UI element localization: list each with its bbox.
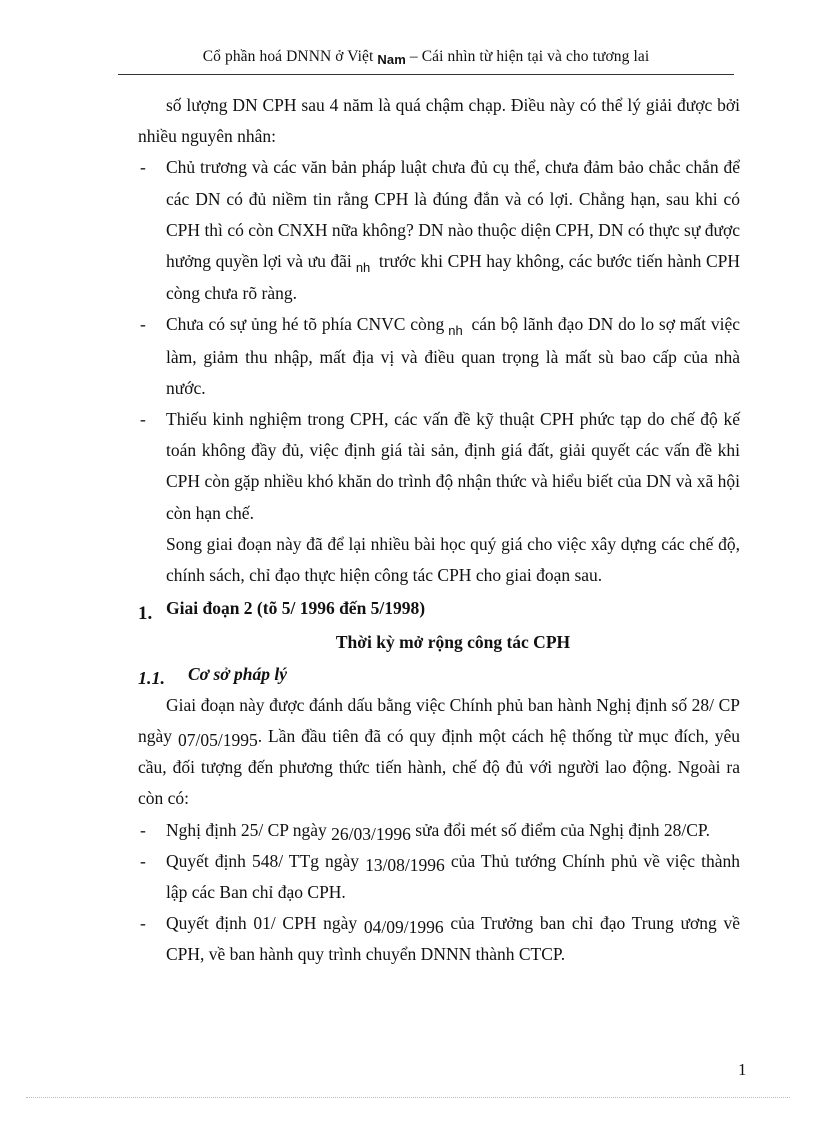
list-item-text: Thiếu kinh nghiệm trong CPH, các vấn đề kỹ thuật CPH phức tạp do chế độ kế toán không đầy đủ, việc định giá tài sản, định giá đất, giải quyết các vấn đề khi CPH còn gặp nhiều khó khăn do trình độ nhận thức và hiểu biết của DN và xã hội còn hạn chế.: [166, 409, 740, 523]
header-text-2: – Cái nhìn từ hiện tại và cho tương lai: [405, 48, 650, 65]
inline-fragment: nh: [355, 260, 371, 276]
paragraph-legal-text: Giai đoạn này được đánh dấu bằng việc Chính phủ ban hành Nghị định số 28/ CP ngày: [138, 694, 740, 747]
list-item: [138, 846, 740, 908]
paragraph-legal-text: . Lần đầu tiên đã có quy định một cách hệ thống từ mục đích, yêu cầu, đối tượng đến phương thức tiến hành, chế độ đủ với người lao động. Ngoài ra còn có:: [138, 726, 740, 809]
list-item-text: của Trưởng ban chỉ đạo Trung ương về CPH, về ban hành quy trình chuyển DNNN thành CTCP.: [166, 913, 740, 965]
section-number: 1.: [138, 603, 153, 625]
list-item-text: Nghị định 25/ CP ngày: [166, 819, 327, 840]
section-heading: [138, 593, 740, 624]
list-item-text: Quyết định 01/ CPH ngày: [166, 913, 358, 934]
list-item: [138, 908, 740, 970]
paragraph-legal: [138, 690, 740, 815]
date-value: 04/09/1996: [363, 917, 444, 938]
date-value: 07/05/1995: [177, 730, 258, 751]
running-header: [118, 48, 734, 66]
list-item: [138, 309, 740, 404]
header-text-sans: Nam: [377, 52, 406, 67]
paragraph-song-text: Song giai đoạn này đã để lại nhiều bài học quý giá cho việc xây dựng các chế độ, chính sách, chỉ đạo thực hiện công tác CPH cho giai đoạn sau.: [166, 533, 740, 586]
list-item-text: sửa đổi mét số điểm của Nghị định 28/CP.: [410, 819, 711, 840]
header-text-1: Cổ phần hoá DNNN ở Việt: [202, 48, 374, 65]
paragraph-intro-text: số lượng DN CPH sau 4 năm là quá chậm chạp. Điều này có thể lý giải được bởi nhiều nguyên nhân:: [138, 95, 740, 147]
subsection-number: 1.1.: [138, 667, 165, 688]
list-item-text: Chưa có sự ủng hé tõ phía CNVC còng: [166, 314, 445, 335]
inline-fragment: nh: [448, 323, 463, 339]
page-body: [138, 90, 740, 971]
header-rule: [118, 74, 734, 75]
page-number: 1: [738, 1060, 747, 1079]
list-item: [138, 152, 740, 309]
list-item-text: của Thủ tướng Chính phủ về việc thành lập các Ban chỉ đạo CPH.: [166, 850, 740, 903]
date-value: 13/08/1996: [365, 854, 445, 875]
date-value: 26/03/1996: [331, 823, 411, 844]
list-item-text: Chủ trương và các văn bản pháp luật chưa đủ cụ thể, chưa đảm bảo chắc chắn để các DN có đủ niềm tin rằng CPH là đúng đắn và có lợi. Chẳng hạn, sau khi có CPH thì có còn CNXH nữa không? DN nào thuộc diện CPH, DN có thực sự được hưởng quyền lợi và ưu đãi: [166, 157, 740, 272]
list-item-text: cán bộ lãnh đạo DN do lo sợ mất việc làm, giảm thu nhập, mất địa vị và điều quan trọng là mất sù bao cấp của nhà nước.: [166, 314, 740, 398]
list-item-text: Quyết định 548/ TTg ngày: [166, 850, 360, 871]
section-title: Giai đoạn 2 (tõ 5/ 1996 đến 5/1998): [166, 598, 426, 619]
footer-rule: [26, 1097, 790, 1098]
subsection-heading: [138, 659, 740, 690]
subsection-title: Cơ sở pháp lý: [188, 663, 288, 684]
paragraph-intro: [138, 90, 740, 152]
section-subtitle: Thời kỳ mở rộng công tác CPH: [335, 632, 571, 653]
paragraph-song: [138, 529, 740, 591]
list-item: [138, 404, 740, 529]
list-item: [138, 815, 740, 846]
list-item-text: trước khi CPH hay không, các bước tiến hành CPH còng chưa rõ ràng.: [166, 251, 740, 304]
